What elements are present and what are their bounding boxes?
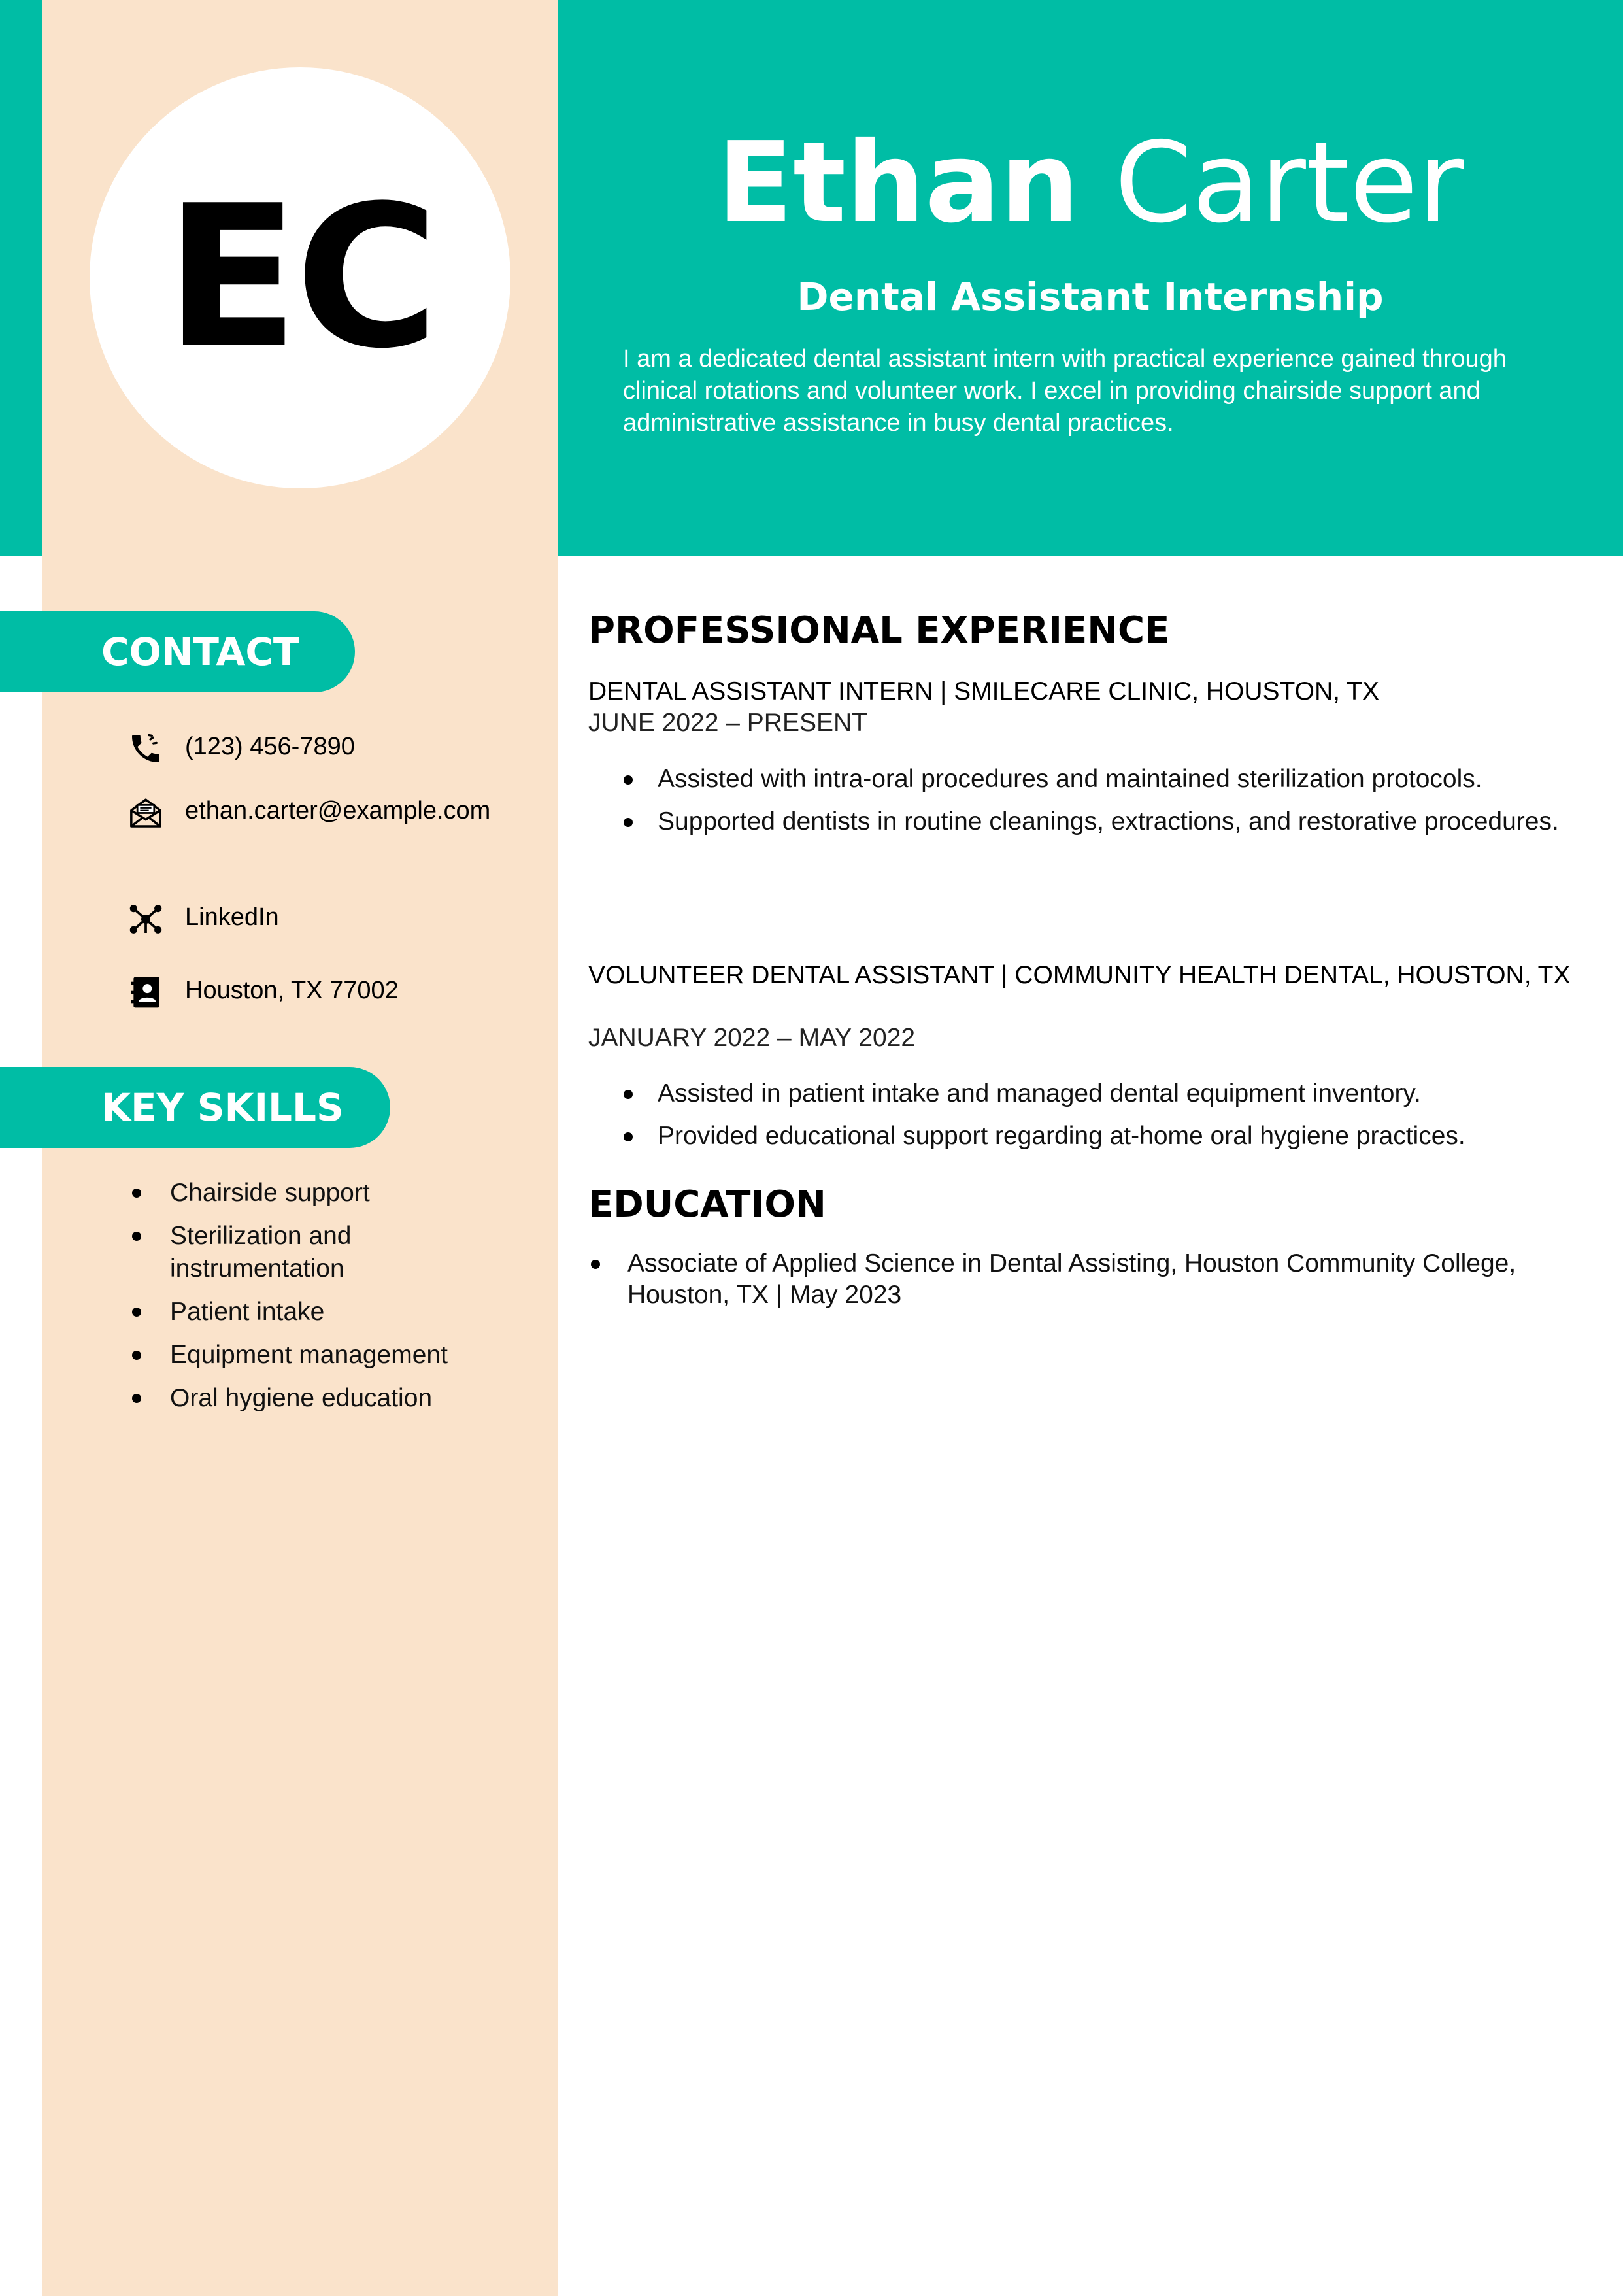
location-text: Houston, TX 77002	[185, 977, 399, 1004]
contact-phone	[127, 730, 492, 767]
key-skills-heading-label: KEY SKILLS	[101, 1085, 344, 1130]
contact-heading-label: CONTACT	[101, 630, 299, 674]
contact-heading	[0, 611, 355, 692]
list-item: Supported dentists in routine cleanings, extractions, and restorative procedures.	[621, 806, 1575, 837]
linkedin-text[interactable]: LinkedIn	[185, 903, 279, 931]
phone-icon	[127, 730, 164, 767]
list-item: Equipment management	[131, 1339, 516, 1372]
left-accent-strip	[0, 0, 42, 556]
full-name	[558, 118, 1623, 248]
list-item: Assisted with intra-oral procedures and maintained sterilization protocols.	[621, 764, 1575, 795]
key-skills-heading	[0, 1067, 390, 1148]
job-dates: JANUARY 2022 – MAY 2022	[588, 1024, 916, 1052]
job-bullets	[621, 1078, 1575, 1163]
last-name: Carter	[1114, 118, 1464, 248]
email-text[interactable]: ethan.carter@example.com	[185, 797, 491, 824]
first-name: Ethan	[716, 118, 1080, 248]
network-icon	[127, 901, 164, 937]
summary: I am a dedicated dental assistant intern with practical experience gained through clinical rotations and volunteer work. I excel in providing chairside support and administrative assistance in busy dental practices.	[623, 345, 1507, 437]
job-bullets	[621, 764, 1575, 849]
monogram-circle	[90, 67, 510, 488]
contact-email[interactable]	[127, 794, 492, 831]
list-item: Provided educational support regarding at-home oral hygiene practices.	[621, 1121, 1575, 1152]
monogram-initials: EC	[165, 163, 435, 392]
job-title: Dental Assistant Internship	[797, 275, 1384, 319]
list-item: Assisted in patient intake and managed dental equipment inventory.	[621, 1078, 1575, 1109]
contact-linkedin[interactable]	[127, 901, 492, 937]
job-role: DENTAL ASSISTANT INTERN | SMILECARE CLINIC, HOUSTON, TX	[588, 677, 1379, 705]
phone-text: (123) 456-7890	[185, 733, 355, 760]
job-role: VOLUNTEER DENTAL ASSISTANT | COMMUNITY HEALTH DENTAL, HOUSTON, TX	[588, 961, 1571, 989]
list-item: Associate of Applied Science in Dental Assisting, Houston Community College, Houston, TX | May 2023	[588, 1248, 1575, 1311]
list-item: Patient intake	[131, 1296, 516, 1328]
list-item: Sterilization and instrumentation	[131, 1220, 516, 1285]
list-item: Chairside support	[131, 1177, 516, 1209]
contact-location	[127, 974, 492, 1011]
envelope-icon	[127, 794, 164, 831]
address-book-icon	[127, 974, 164, 1011]
list-item: Oral hygiene education	[131, 1382, 516, 1415]
job-dates: JUNE 2022 – PRESENT	[588, 709, 868, 737]
education-heading: EDUCATION	[588, 1183, 826, 1226]
skills-list	[131, 1177, 516, 1425]
experience-heading: PROFESSIONAL EXPERIENCE	[588, 609, 1170, 652]
education-list	[588, 1248, 1575, 1322]
